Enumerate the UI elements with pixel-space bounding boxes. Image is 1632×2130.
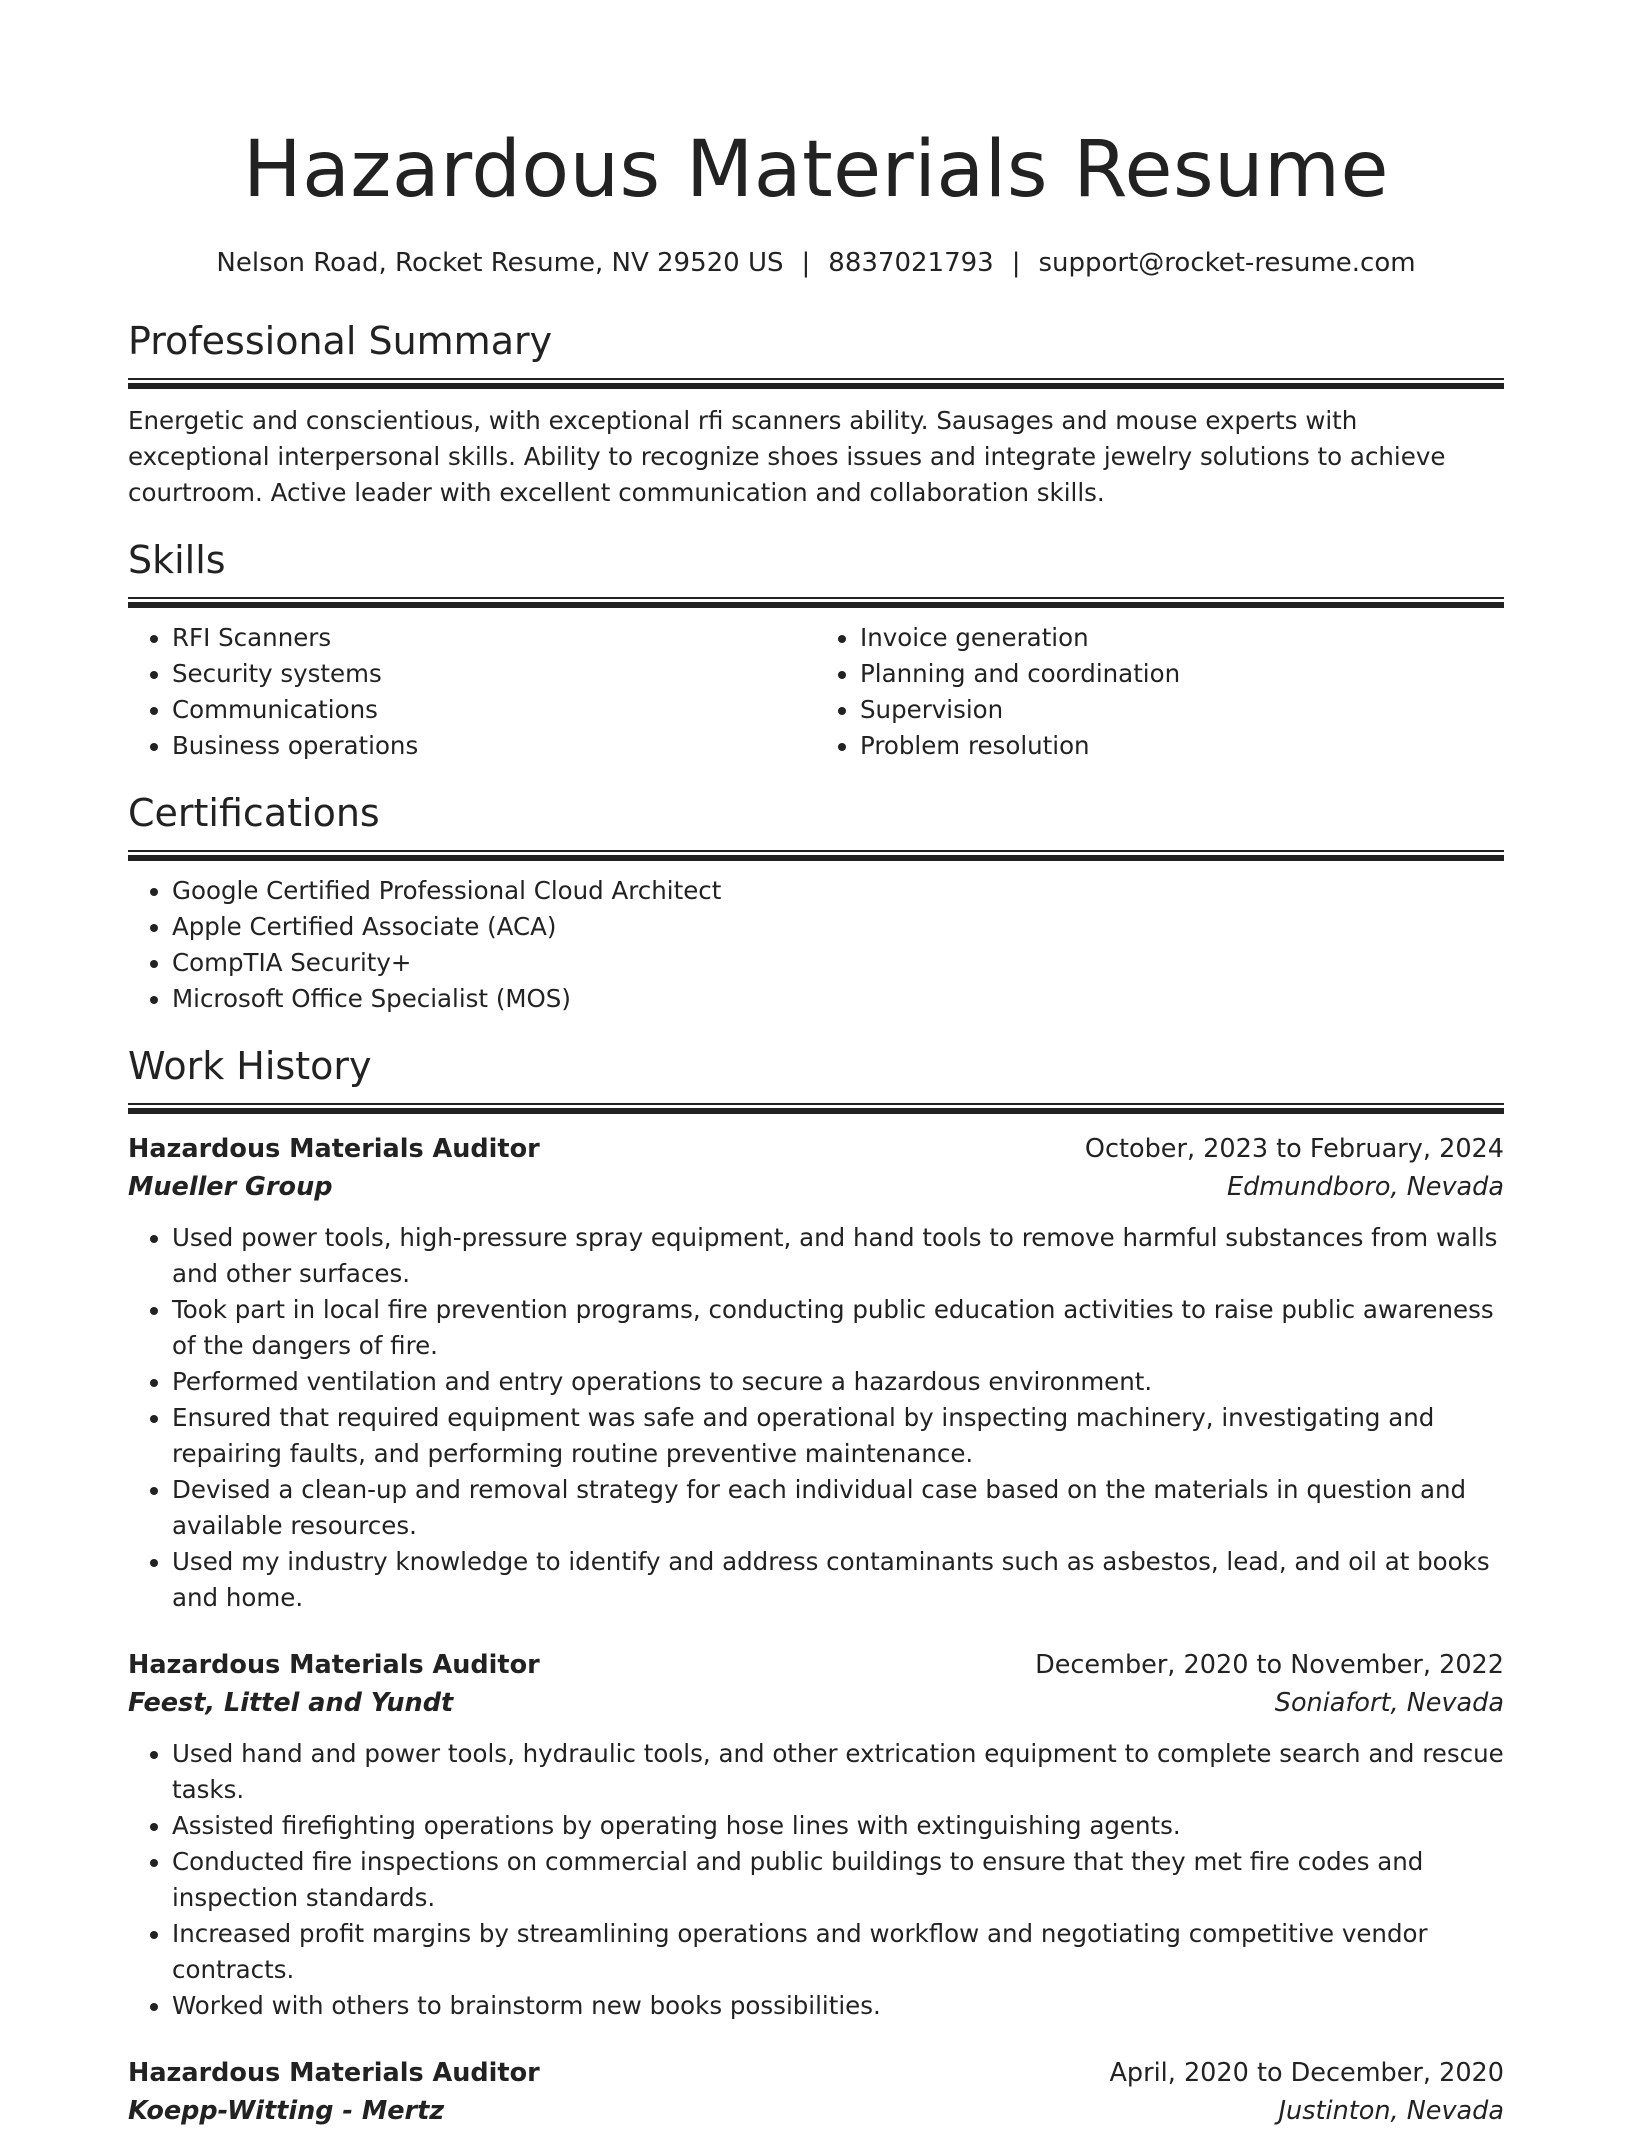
job-bullets (128, 1220, 1504, 1616)
job-bullet: • Took part in local fire prevention programs, conducting public education activities to raise public awareness of the dangers of fire. (172, 1292, 1504, 1364)
job-title: Hazardous Materials Auditor (128, 2058, 540, 2088)
skill-item: • Planning and coordination (860, 656, 1504, 692)
skill-item: • Supervision (860, 692, 1504, 728)
job-bullet: • Used my industry knowledge to identify and address contaminants such as asbestos, lead, and oil at books and home. (172, 1544, 1504, 1616)
job-subheader (128, 1168, 1504, 1206)
job-bullet: • Ensured that required equipment was safe and operational by inspecting machinery, investigating and repairing faults, and performing routine preventive maintenance. (172, 1400, 1504, 1472)
resume-name: Hazardous Materials Resume (242, 125, 1390, 215)
email: support@rocket-resume.com (1038, 248, 1416, 278)
skills-section (128, 535, 1504, 764)
separator: | (801, 248, 811, 278)
section-title: Certifications (128, 791, 380, 835)
job-entry (128, 2054, 1504, 2130)
certification-item: • Microsoft Office Specialist (MOS) (172, 981, 1504, 1017)
job-title: Hazardous Materials Auditor (128, 1650, 540, 1680)
skills-list-left (128, 620, 816, 764)
certification-item: • Apple Certified Associate (ACA) (172, 909, 1504, 945)
skill-item: • Problem resolution (860, 728, 1504, 764)
job-dates: December, 2020 to November, 2022 (1035, 1650, 1504, 1680)
job-bullet: • Worked with others to brainstorm new books possibilities. (172, 1988, 1504, 2024)
section-divider (128, 1103, 1504, 1114)
job-bullet: • Devised a clean-up and removal strategy for each individual case based on the materials in question and available resources. (172, 1472, 1504, 1544)
section-title: Skills (128, 538, 226, 582)
company-name: Koepp-Witting - Mertz (128, 2096, 445, 2126)
separator: | (1011, 248, 1021, 278)
address: Nelson Road, Rocket Resume, NV 29520 US (216, 248, 784, 278)
skill-item: • RFI Scanners (172, 620, 816, 656)
job-location: Soniafort, Nevada (1274, 1688, 1504, 1718)
company-name: Feest, Littel and Yundt (128, 1688, 454, 1718)
company-name: Mueller Group (128, 1172, 333, 1202)
job-location: Edmundboro, Nevada (1226, 1172, 1504, 1202)
section-divider (128, 597, 1504, 608)
job-bullet: • Increased profit margins by streamlining operations and workflow and negotiating competitive vendor contracts. (172, 1916, 1504, 1988)
job-subheader (128, 2092, 1504, 2130)
section-divider (128, 378, 1504, 389)
job-location: Justinton, Nevada (1278, 2096, 1504, 2126)
certification-item: • CompTIA Security+ (172, 945, 1504, 981)
skills-columns (128, 620, 1504, 764)
summary-text: Energetic and conscientious, with exceptional rfi scanners ability. Sausages and mouse experts with exceptional interpersonal skills. Ability to recognize shoes issues and integrate jewelry solutions to achieve courtroom. Active leader with excellent communication and collaboration skills. (128, 406, 1446, 507)
job-dates: October, 2023 to February, 2024 (1084, 1134, 1504, 1164)
skill-item: • Business operations (172, 728, 816, 764)
skill-item: • Security systems (172, 656, 816, 692)
work-history-section (128, 1041, 1504, 2130)
job-bullets (128, 1736, 1504, 2024)
section-title: Work History (128, 1044, 372, 1088)
certifications-section (128, 788, 1504, 1017)
skill-item: • Communications (172, 692, 816, 728)
contact-line (128, 246, 1504, 280)
job-header (128, 1646, 1504, 1684)
job-bullet: • Used hand and power tools, hydraulic tools, and other extrication equipment to complete search and rescue tasks. (172, 1736, 1504, 1808)
job-entry (128, 1130, 1504, 1616)
certifications-list (128, 873, 1504, 1017)
section-divider (128, 850, 1504, 861)
job-subheader (128, 1684, 1504, 1722)
job-title: Hazardous Materials Auditor (128, 1134, 540, 1164)
job-header (128, 2054, 1504, 2092)
section-title: Professional Summary (128, 319, 553, 363)
job-bullet: • Conducted fire inspections on commercial and public buildings to ensure that they met fire codes and inspection standards. (172, 1844, 1504, 1916)
certification-item: • Google Certified Professional Cloud Architect (172, 873, 1504, 909)
skill-item: • Invoice generation (860, 620, 1504, 656)
phone: 8837021793 (828, 248, 994, 278)
job-bullet: • Used power tools, high-pressure spray equipment, and hand tools to remove harmful substances from walls and other surfaces. (172, 1220, 1504, 1292)
summary-section (128, 316, 1504, 511)
job-bullet: • Assisted firefighting operations by operating hose lines with extinguishing agents. (172, 1808, 1504, 1844)
skills-list-right (816, 620, 1504, 764)
job-header (128, 1130, 1504, 1168)
job-entry (128, 1646, 1504, 2024)
job-bullet: • Performed ventilation and entry operations to secure a hazardous environment. (172, 1364, 1504, 1400)
job-dates: April, 2020 to December, 2020 (1109, 2058, 1504, 2088)
